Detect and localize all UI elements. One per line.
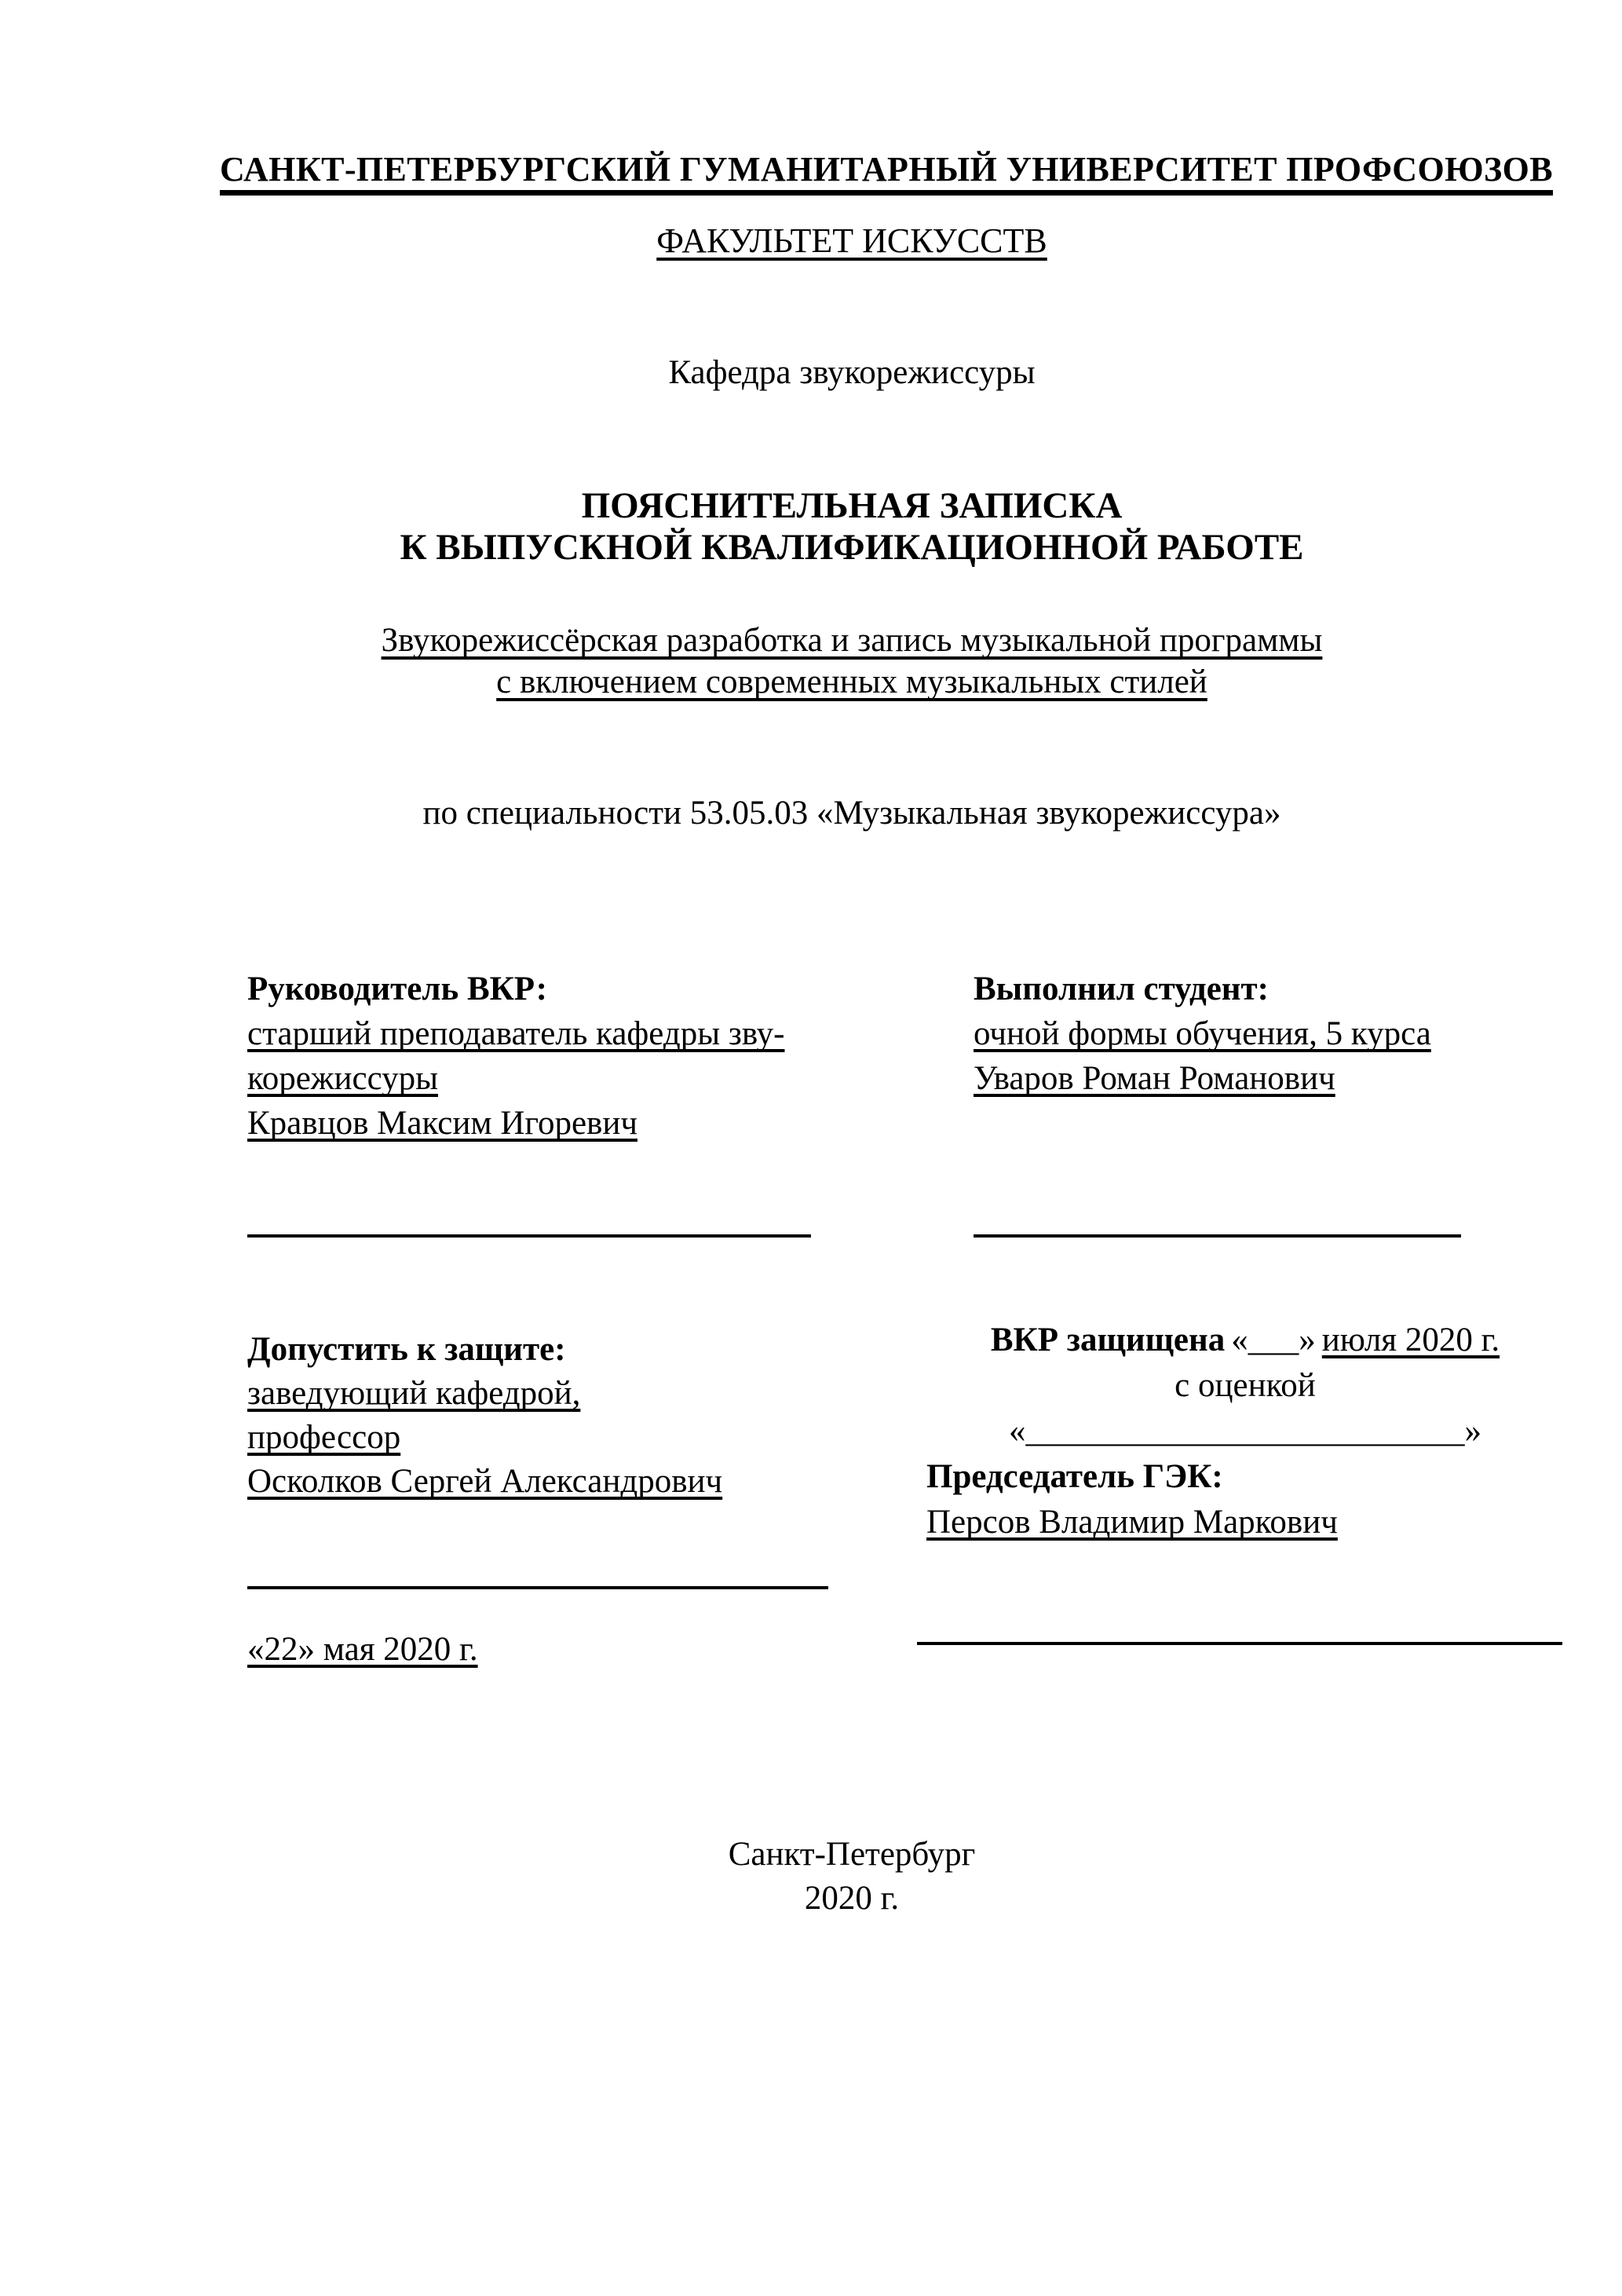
university-name	[220, 149, 1554, 189]
document-title-line2: К ВЫПУСКНОЙ КВАЛИФИКАЦИОННОЙ РАБОТЕ	[400, 527, 1304, 568]
university-name-text: САНКТ-ПЕТЕРБУРГСКИЙ ГУМАНИТАРНЫЙ УНИВЕРСИТЕТ ПРОФСОЮЗОВ	[220, 150, 1554, 188]
supervisor-signature-line	[247, 1234, 811, 1238]
student-label: Выполнил студент:	[974, 971, 1269, 1007]
admission-signature-line	[247, 1586, 828, 1589]
footer-year: 2020 г.	[804, 1880, 900, 1917]
specialty-text: по специальности 53.05.03 «Музыкальная звукорежиссура»	[422, 795, 1281, 832]
admission-label: Допустить к защите:	[247, 1331, 566, 1368]
thesis-topic	[141, 620, 1562, 703]
document-title	[220, 485, 1484, 569]
defense-section	[926, 1318, 1564, 1545]
footer-city: Санкт-Петербург	[728, 1836, 976, 1873]
supervisor-position-line2: корежиссуры	[247, 1060, 439, 1097]
supervisor-position-line1: старший преподаватель кафедры зву-	[247, 1015, 785, 1052]
specialty-line	[220, 794, 1484, 832]
admission-section	[247, 1328, 844, 1504]
document-title-line1: ПОЯСНИТЕЛЬНАЯ ЗАПИСКА	[581, 485, 1123, 526]
defense-date-rest: июля 2020 г.	[1321, 1322, 1500, 1358]
admission-date	[247, 1630, 478, 1669]
admission-date-text: «22» мая 2020 г.	[247, 1631, 478, 1668]
admission-position-line1: заведующий кафедрой,	[247, 1375, 581, 1412]
admission-name: Осколков Сергей Александрович	[247, 1463, 723, 1500]
chairman-name: Персов Владимир Маркович	[926, 1504, 1338, 1541]
grade-label: с оценкой	[1174, 1367, 1316, 1404]
footer	[220, 1833, 1484, 1921]
defense-day-blank: «___»	[1231, 1322, 1316, 1358]
student-name: Уваров Роман Романович	[974, 1060, 1335, 1097]
defense-label: ВКР защищена	[990, 1322, 1226, 1358]
admission-position-line2: профессор	[247, 1419, 401, 1456]
student-section	[974, 967, 1507, 1101]
department-name-text: Кафедра звукорежиссуры	[668, 354, 1036, 391]
faculty-name-text: ФАКУЛЬТЕТ ИСКУССТВ	[656, 221, 1047, 260]
chairman-label: Председатель ГЭК:	[926, 1458, 1223, 1495]
department-name	[220, 353, 1484, 392]
thesis-topic-line1: Звукорежиссёрская разработка и запись музыкальной программы	[381, 622, 1323, 659]
faculty-name	[220, 221, 1484, 261]
grade-blank: «__________________________»	[1009, 1413, 1481, 1450]
supervisor-label: Руководитель ВКР:	[247, 971, 547, 1007]
student-info: очной формы обучения, 5 курса	[974, 1015, 1431, 1052]
student-signature-line	[974, 1234, 1461, 1238]
defense-date-line	[926, 1318, 1564, 1363]
thesis-topic-line2: с включением современных музыкальных стилей	[496, 664, 1207, 700]
supervisor-section	[247, 967, 844, 1146]
chairman-signature-line	[917, 1642, 1562, 1645]
supervisor-name: Кравцов Максим Игоревич	[247, 1105, 637, 1142]
